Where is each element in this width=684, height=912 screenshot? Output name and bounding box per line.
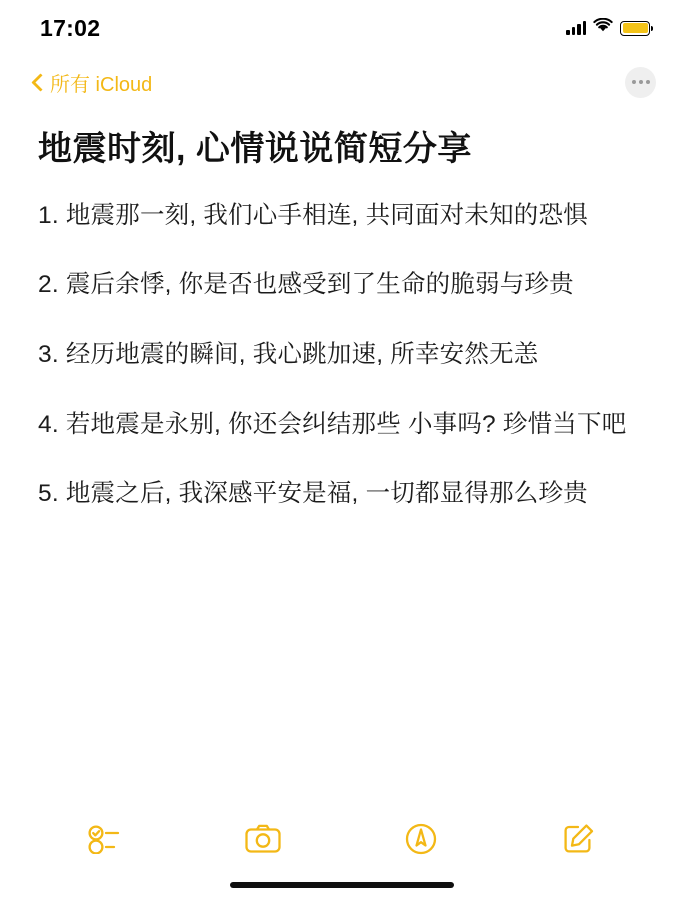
status-bar [0,0,684,56]
status-indicators [566,18,650,38]
more-options-icon[interactable] [625,67,656,98]
wifi-icon [593,18,613,38]
camera-icon[interactable] [236,812,290,866]
navigation-bar [0,56,684,108]
status-time: 17:02 [40,14,101,41]
page-title: 地震时刻, 心情说说简短分享 [38,130,472,168]
note-paragraph: 4. 若地震是永别, 你还会纠结那些 小事吗? 珍惜当下吧 [38,410,627,438]
home-indicator[interactable] [230,882,454,888]
signal-bars-icon [566,21,586,35]
home-indicator-area [0,878,684,912]
note-paragraph: 3. 经历地震的瞬间, 我心跳加速, 所幸安然无恙 [38,340,539,368]
markup-pen-icon[interactable] [394,812,448,866]
compose-icon[interactable] [552,812,606,866]
chevron-left-icon [32,72,44,92]
checklist-icon[interactable] [78,812,132,866]
note-paragraph: 1. 地震那一刻, 我们心手相连, 共同面对未知的恐惧 [38,201,588,229]
bottom-toolbar [0,800,684,878]
note-paragraph: 5. 地震之后, 我深感平安是福, 一切都显得那么珍贵 [38,480,588,508]
battery-icon [620,21,650,36]
back-button-label: 所有 iCloud [50,73,153,96]
note-paragraph: 2. 震后余悸, 你是否也感受到了生命的脆弱与珍贵 [38,271,574,299]
note-body[interactable] [0,108,684,800]
back-button[interactable] [32,68,152,97]
